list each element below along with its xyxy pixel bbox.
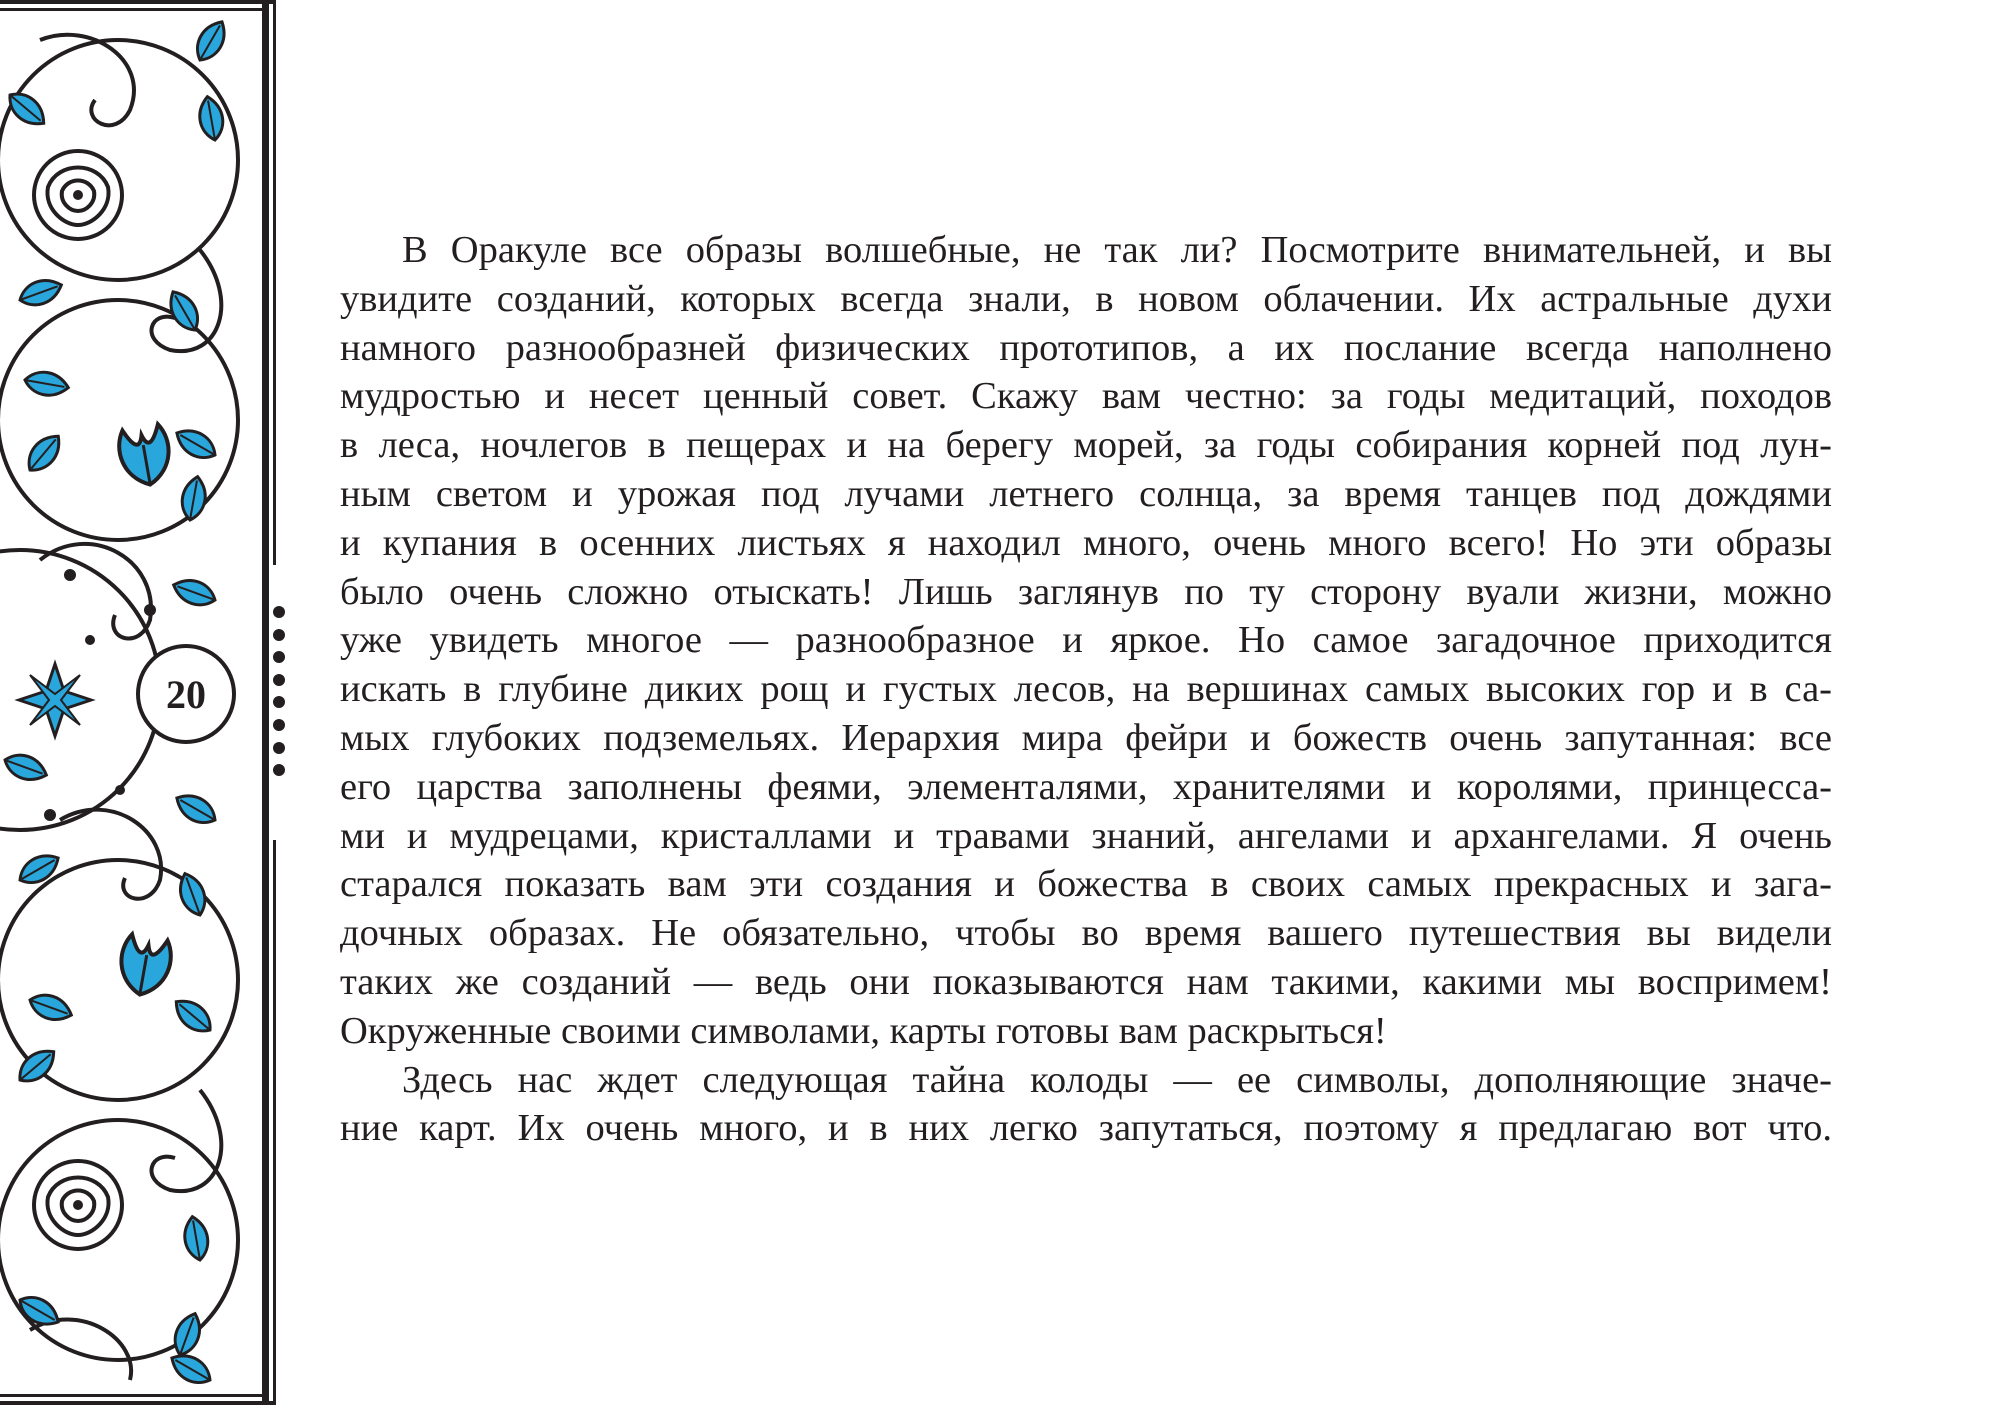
text-line: в леса, ночлегов в пещерах и на берегу морей, за годы собирания корней под лун- <box>340 424 1832 467</box>
text-line: его царства заполнены феями, элементалями, хранителями и королями, принцесса- <box>340 765 1832 808</box>
text-line: намного разнообразней физических прототипов, а их послание всегда наполнено <box>340 326 1832 369</box>
text-line: ние карт. Их очень много, и в них легко запутаться, поэтому я предлагаю вот что. <box>340 1107 1832 1150</box>
paragraph <box>340 226 1832 1056</box>
text-line: ми и мудрецами, кристаллами и травами знаний, ангелами и архангелами. Я очень <box>340 814 1832 857</box>
text-line: мых глубоких подземельях. Иерархия мира фейри и божеств очень запутанная: все <box>340 716 1832 759</box>
text-line: В Оракуле все образы волшебные, не так ли? Посмотрите внимательней, и вы <box>402 229 1832 271</box>
text-line: было очень сложно отыскать! Лишь заглянув по ту сторону вуали жизни, можно <box>340 570 1832 613</box>
text-line: таких же созданий — ведь они показываются нам такими, какими мы воспримем! <box>340 960 1832 1003</box>
text-line: ным светом и урожая под лучами летнего солнца, за время танцев под дождями <box>340 472 1832 515</box>
page-number: 20 <box>166 671 206 717</box>
body-text <box>340 226 1832 1153</box>
text-line: искать в глубине диких рощ и густых лесов, на вершинах самых высоких гор и в са- <box>340 668 1832 711</box>
text-line: дочных образах. Не обязательно, чтобы во время вашего путешествия вы видели <box>340 912 1832 955</box>
page-number-medallion <box>136 644 236 744</box>
text-line: Здесь нас ждет следующая тайна колоды — ее символы, дополняющие значе- <box>402 1058 1832 1101</box>
paragraph <box>340 1056 1832 1154</box>
text-line: увидите созданий, которых всегда знали, в новом облачении. Их астральные духи <box>340 277 1832 320</box>
text-line: мудростью и несет ценный совет. Скажу вам честно: за годы медитаций, походов <box>340 375 1832 418</box>
text-line: старался показать вам эти создания и божества в своих самых прекрасных и зага- <box>340 863 1832 906</box>
text-line: уже увидеть многое — разнообразное и яркое. Но самое загадочное приходится <box>340 619 1832 662</box>
text-line: Окруженные своими символами, карты готовы вам раскрыться! <box>340 1009 1387 1052</box>
dot-ornament <box>273 606 287 787</box>
text-line: и купания в осенних листьях я находил много, очень много всего! Но эти образы <box>340 521 1832 564</box>
